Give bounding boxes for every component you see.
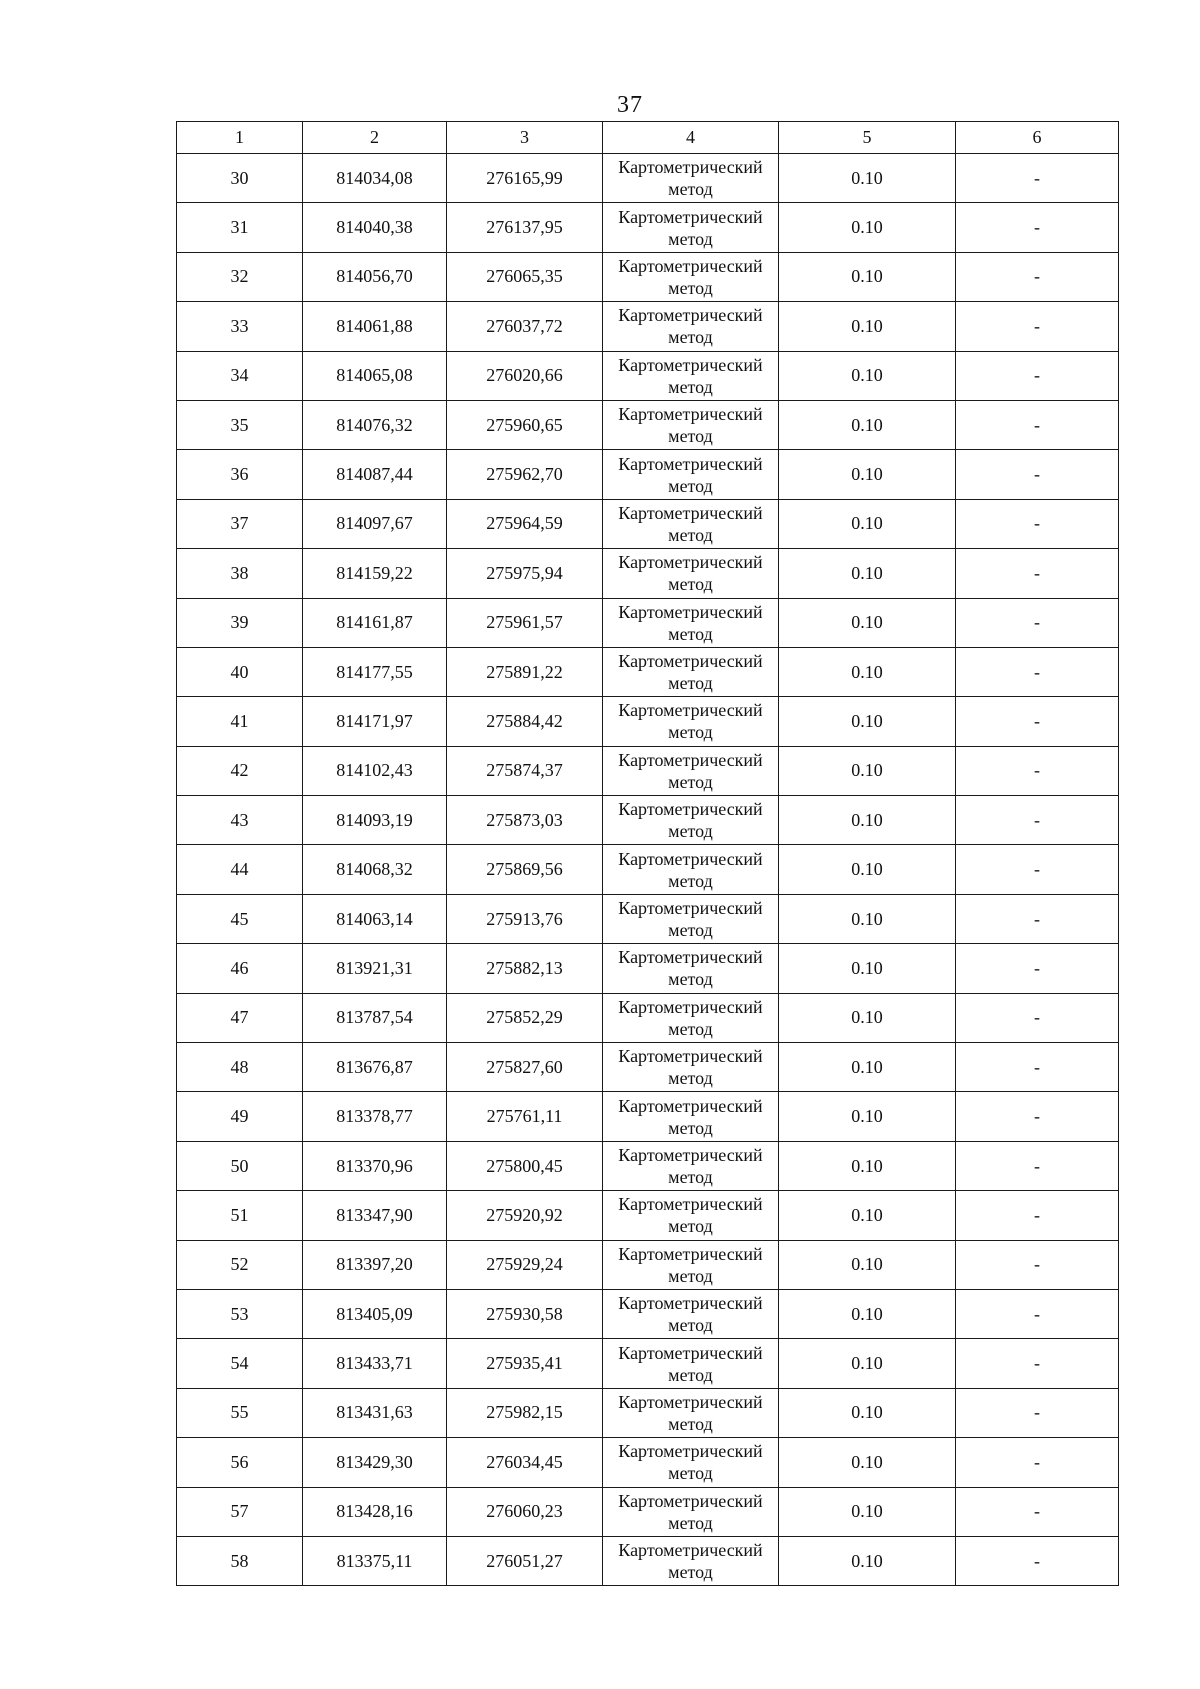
- y-coordinate-cell: 275873,03: [447, 796, 603, 845]
- method-cell: [603, 1536, 779, 1585]
- x-coordinate-cell: 814159,22: [303, 549, 447, 598]
- method-cell: [603, 1438, 779, 1487]
- method-cell: [603, 1191, 779, 1240]
- table-row: [177, 1240, 1119, 1289]
- x-coordinate-cell: 813921,31: [303, 944, 447, 993]
- accuracy-cell: 0.10: [779, 598, 956, 647]
- point-number-cell: 43: [177, 796, 303, 845]
- note-cell: -: [956, 1289, 1119, 1338]
- accuracy-cell: 0.10: [779, 499, 956, 548]
- note-cell: -: [956, 450, 1119, 499]
- accuracy-cell: 0.10: [779, 746, 956, 795]
- method-cell: [603, 499, 779, 548]
- table-row: [177, 894, 1119, 943]
- accuracy-cell: 0.10: [779, 203, 956, 252]
- method-cell: [603, 1339, 779, 1388]
- table-row: [177, 1043, 1119, 1092]
- x-coordinate-cell: 813676,87: [303, 1043, 447, 1092]
- accuracy-cell: 0.10: [779, 1388, 956, 1437]
- method-text-line2: метод: [668, 1117, 713, 1138]
- method-text-line2: метод: [668, 228, 713, 249]
- point-number-cell: 47: [177, 993, 303, 1042]
- x-coordinate-cell: 813370,96: [303, 1141, 447, 1190]
- page-number: 37: [617, 92, 643, 118]
- note-cell: -: [956, 302, 1119, 351]
- note-cell: -: [956, 549, 1119, 598]
- method-text-line1: Картометрический: [618, 354, 763, 375]
- table-row: [177, 697, 1119, 746]
- method-text-line1: Картометрический: [618, 502, 763, 523]
- accuracy-cell: 0.10: [779, 697, 956, 746]
- table-row: [177, 154, 1119, 203]
- method-text-line2: метод: [668, 1167, 713, 1187]
- point-number-cell: 32: [177, 252, 303, 301]
- method-text-line1: Картометрический: [618, 848, 763, 869]
- table-row: [177, 993, 1119, 1042]
- y-coordinate-cell: 275800,45: [447, 1141, 603, 1190]
- x-coordinate-cell: 814063,14: [303, 894, 447, 943]
- y-coordinate-cell: 276037,72: [447, 302, 603, 351]
- method-text-line2: метод: [668, 623, 713, 644]
- accuracy-cell: 0.10: [779, 302, 956, 351]
- x-coordinate-cell: 814068,32: [303, 845, 447, 894]
- method-text-line1: Картометрический: [618, 453, 763, 474]
- y-coordinate-cell: 275929,24: [447, 1240, 603, 1289]
- table-row: [177, 252, 1119, 301]
- method-text-line2: метод: [668, 1216, 713, 1237]
- point-number-cell: 50: [177, 1141, 303, 1190]
- x-coordinate-cell: 814093,19: [303, 796, 447, 845]
- method-text-line1: Картометрический: [618, 651, 763, 672]
- y-coordinate-cell: 276020,66: [447, 351, 603, 400]
- x-coordinate-cell: 814065,08: [303, 351, 447, 400]
- x-coordinate-cell: 813397,20: [303, 1240, 447, 1289]
- method-text-line2: метод: [668, 821, 713, 842]
- point-number-cell: 53: [177, 1289, 303, 1338]
- method-text-line2: метод: [668, 771, 713, 792]
- table-row: [177, 1536, 1119, 1585]
- accuracy-cell: 0.10: [779, 796, 956, 845]
- x-coordinate-cell: 814171,97: [303, 697, 447, 746]
- table-row: [177, 845, 1119, 894]
- point-number-cell: 31: [177, 203, 303, 252]
- note-cell: -: [956, 993, 1119, 1042]
- table-row: [177, 647, 1119, 696]
- table-row: [177, 1388, 1119, 1437]
- method-text-line2: метод: [668, 1413, 713, 1434]
- accuracy-cell: 0.10: [779, 1289, 956, 1338]
- method-text-line1: Картометрический: [618, 552, 763, 573]
- y-coordinate-cell: 275884,42: [447, 697, 603, 746]
- accuracy-cell: 0.10: [779, 1487, 956, 1536]
- table-row: [177, 1092, 1119, 1141]
- y-coordinate-cell: 276165,99: [447, 154, 603, 203]
- table-row: [177, 302, 1119, 351]
- accuracy-cell: 0.10: [779, 351, 956, 400]
- method-cell: [603, 1240, 779, 1289]
- point-number-cell: 54: [177, 1339, 303, 1388]
- accuracy-cell: 0.10: [779, 400, 956, 449]
- method-text-line2: метод: [668, 870, 713, 891]
- method-cell: [603, 549, 779, 598]
- table-row: [177, 746, 1119, 795]
- method-text-line2: метод: [668, 969, 713, 990]
- accuracy-cell: 0.10: [779, 1191, 956, 1240]
- point-number-cell: 52: [177, 1240, 303, 1289]
- point-number-cell: 44: [177, 845, 303, 894]
- y-coordinate-cell: 275975,94: [447, 549, 603, 598]
- method-cell: [603, 697, 779, 746]
- method-text-line2: метод: [668, 920, 713, 941]
- point-number-cell: 39: [177, 598, 303, 647]
- method-text-line1: Картометрический: [618, 601, 763, 622]
- note-cell: -: [956, 894, 1119, 943]
- method-text-line2: метод: [668, 524, 713, 545]
- note-cell: -: [956, 252, 1119, 301]
- accuracy-cell: 0.10: [779, 1536, 956, 1585]
- note-cell: -: [956, 154, 1119, 203]
- x-coordinate-cell: 814040,38: [303, 203, 447, 252]
- method-text-line1: Картометрический: [618, 1243, 763, 1264]
- x-coordinate-cell: 814056,70: [303, 252, 447, 301]
- note-cell: -: [956, 1141, 1119, 1190]
- method-cell: [603, 1043, 779, 1092]
- y-coordinate-cell: 275982,15: [447, 1388, 603, 1437]
- method-text-line1: Картометрический: [618, 1441, 763, 1462]
- y-coordinate-cell: 275961,57: [447, 598, 603, 647]
- note-cell: -: [956, 697, 1119, 746]
- note-cell: -: [956, 1240, 1119, 1289]
- y-coordinate-cell: 276060,23: [447, 1487, 603, 1536]
- table-row: [177, 1438, 1119, 1487]
- method-text-line1: Картометрический: [618, 157, 763, 178]
- accuracy-cell: 0.10: [779, 1438, 956, 1487]
- method-cell: [603, 1141, 779, 1190]
- y-coordinate-cell: 275935,41: [447, 1339, 603, 1388]
- x-coordinate-cell: 813375,11: [303, 1536, 447, 1585]
- column-header: 1: [177, 122, 303, 154]
- method-cell: [603, 647, 779, 696]
- point-number-cell: 48: [177, 1043, 303, 1092]
- table-row: [177, 1289, 1119, 1338]
- method-text-line2: метод: [668, 722, 713, 743]
- table-row: [177, 1141, 1119, 1190]
- method-text-line2: метод: [668, 1512, 713, 1533]
- point-number-cell: 30: [177, 154, 303, 203]
- note-cell: -: [956, 647, 1119, 696]
- accuracy-cell: 0.10: [779, 154, 956, 203]
- method-text-line1: Картометрический: [618, 305, 763, 326]
- method-text-line1: Картометрический: [618, 1046, 763, 1067]
- method-text-line1: Картометрический: [618, 1490, 763, 1511]
- y-coordinate-cell: 275960,65: [447, 400, 603, 449]
- method-text-line2: метод: [668, 179, 713, 200]
- x-coordinate-cell: 813378,77: [303, 1092, 447, 1141]
- method-cell: [603, 351, 779, 400]
- x-coordinate-cell: 814034,08: [303, 154, 447, 203]
- method-text-line2: метод: [668, 475, 713, 496]
- column-header: 5: [779, 122, 956, 154]
- method-cell: [603, 1388, 779, 1437]
- x-coordinate-cell: 813431,63: [303, 1388, 447, 1437]
- accuracy-cell: 0.10: [779, 1240, 956, 1289]
- method-cell: [603, 450, 779, 499]
- method-text-line2: метод: [668, 1463, 713, 1484]
- method-text-line2: метод: [668, 327, 713, 348]
- column-header: 3: [447, 122, 603, 154]
- point-number-cell: 42: [177, 746, 303, 795]
- table-header-row: [177, 122, 1119, 154]
- y-coordinate-cell: 275891,22: [447, 647, 603, 696]
- method-text-line2: метод: [668, 277, 713, 298]
- x-coordinate-cell: 814161,87: [303, 598, 447, 647]
- y-coordinate-cell: 275761,11: [447, 1092, 603, 1141]
- accuracy-cell: 0.10: [779, 993, 956, 1042]
- point-number-cell: 40: [177, 647, 303, 696]
- method-text-line1: Картометрический: [618, 700, 763, 721]
- note-cell: -: [956, 746, 1119, 795]
- x-coordinate-cell: 813787,54: [303, 993, 447, 1042]
- coordinates-table: [176, 121, 1119, 1586]
- method-cell: [603, 894, 779, 943]
- method-text-line2: метод: [668, 426, 713, 447]
- point-number-cell: 45: [177, 894, 303, 943]
- y-coordinate-cell: 275962,70: [447, 450, 603, 499]
- accuracy-cell: 0.10: [779, 450, 956, 499]
- point-number-cell: 56: [177, 1438, 303, 1487]
- method-text-line2: метод: [668, 1265, 713, 1286]
- point-number-cell: 41: [177, 697, 303, 746]
- method-text-line2: метод: [668, 1562, 713, 1583]
- point-number-cell: 58: [177, 1536, 303, 1585]
- accuracy-cell: 0.10: [779, 1339, 956, 1388]
- method-cell: [603, 154, 779, 203]
- table-row: [177, 1191, 1119, 1240]
- accuracy-cell: 0.10: [779, 944, 956, 993]
- point-number-cell: 35: [177, 400, 303, 449]
- method-text-line2: метод: [668, 376, 713, 397]
- method-text-line1: Картометрический: [618, 1095, 763, 1116]
- accuracy-cell: 0.10: [779, 894, 956, 943]
- accuracy-cell: 0.10: [779, 845, 956, 894]
- method-cell: [603, 1487, 779, 1536]
- table-row: [177, 351, 1119, 400]
- table-row: [177, 400, 1119, 449]
- x-coordinate-cell: 813405,09: [303, 1289, 447, 1338]
- table-row: [177, 499, 1119, 548]
- accuracy-cell: 0.10: [779, 549, 956, 598]
- y-coordinate-cell: 275827,60: [447, 1043, 603, 1092]
- note-cell: -: [956, 1536, 1119, 1585]
- method-cell: [603, 1092, 779, 1141]
- y-coordinate-cell: 275930,58: [447, 1289, 603, 1338]
- method-text-line1: Картометрический: [618, 404, 763, 425]
- y-coordinate-cell: 275920,92: [447, 1191, 603, 1240]
- column-header: 6: [956, 122, 1119, 154]
- y-coordinate-cell: 275874,37: [447, 746, 603, 795]
- method-text-line1: Картометрический: [618, 1540, 763, 1561]
- method-cell: [603, 598, 779, 647]
- method-cell: [603, 203, 779, 252]
- note-cell: -: [956, 1487, 1119, 1536]
- y-coordinate-cell: 276137,95: [447, 203, 603, 252]
- method-text-line2: метод: [668, 574, 713, 595]
- note-cell: -: [956, 796, 1119, 845]
- method-cell: [603, 993, 779, 1042]
- x-coordinate-cell: 813433,71: [303, 1339, 447, 1388]
- x-coordinate-cell: 814087,44: [303, 450, 447, 499]
- accuracy-cell: 0.10: [779, 1141, 956, 1190]
- method-text-line1: Картометрический: [618, 1293, 763, 1314]
- table-row: [177, 450, 1119, 499]
- note-cell: -: [956, 1092, 1119, 1141]
- y-coordinate-cell: 275964,59: [447, 499, 603, 548]
- point-number-cell: 57: [177, 1487, 303, 1536]
- point-number-cell: 38: [177, 549, 303, 598]
- method-cell: [603, 845, 779, 894]
- y-coordinate-cell: 276065,35: [447, 252, 603, 301]
- method-text-line1: Картометрический: [618, 799, 763, 820]
- x-coordinate-cell: 814097,67: [303, 499, 447, 548]
- point-number-cell: 33: [177, 302, 303, 351]
- table-row: [177, 203, 1119, 252]
- column-header: 2: [303, 122, 447, 154]
- column-header: 4: [603, 122, 779, 154]
- x-coordinate-cell: 814177,55: [303, 647, 447, 696]
- method-text-line1: Картометрический: [618, 1194, 763, 1215]
- note-cell: -: [956, 203, 1119, 252]
- note-cell: -: [956, 400, 1119, 449]
- table-row: [177, 1487, 1119, 1536]
- method-cell: [603, 944, 779, 993]
- table-row: [177, 944, 1119, 993]
- y-coordinate-cell: 275852,29: [447, 993, 603, 1042]
- method-cell: [603, 796, 779, 845]
- table-row: [177, 796, 1119, 845]
- x-coordinate-cell: 814076,32: [303, 400, 447, 449]
- note-cell: -: [956, 944, 1119, 993]
- note-cell: -: [956, 499, 1119, 548]
- point-number-cell: 34: [177, 351, 303, 400]
- y-coordinate-cell: 275913,76: [447, 894, 603, 943]
- table-row: [177, 549, 1119, 598]
- method-text-line1: Картометрический: [618, 947, 763, 968]
- y-coordinate-cell: 276051,27: [447, 1536, 603, 1585]
- x-coordinate-cell: 813428,16: [303, 1487, 447, 1536]
- x-coordinate-cell: 814061,88: [303, 302, 447, 351]
- method-text-line2: метод: [668, 1018, 713, 1039]
- point-number-cell: 55: [177, 1388, 303, 1437]
- y-coordinate-cell: 276034,45: [447, 1438, 603, 1487]
- y-coordinate-cell: 275869,56: [447, 845, 603, 894]
- note-cell: -: [956, 1438, 1119, 1487]
- method-text-line2: метод: [668, 1315, 713, 1336]
- x-coordinate-cell: 813347,90: [303, 1191, 447, 1240]
- note-cell: -: [956, 1388, 1119, 1437]
- method-cell: [603, 400, 779, 449]
- table-row: [177, 598, 1119, 647]
- y-coordinate-cell: 275882,13: [447, 944, 603, 993]
- method-text-line2: метод: [668, 673, 713, 694]
- table-row: [177, 1339, 1119, 1388]
- method-cell: [603, 252, 779, 301]
- point-number-cell: 37: [177, 499, 303, 548]
- accuracy-cell: 0.10: [779, 252, 956, 301]
- method-cell: [603, 302, 779, 351]
- method-text-line2: метод: [668, 1068, 713, 1089]
- accuracy-cell: 0.10: [779, 647, 956, 696]
- accuracy-cell: 0.10: [779, 1092, 956, 1141]
- note-cell: -: [956, 845, 1119, 894]
- note-cell: -: [956, 598, 1119, 647]
- accuracy-cell: 0.10: [779, 1043, 956, 1092]
- x-coordinate-cell: 814102,43: [303, 746, 447, 795]
- note-cell: -: [956, 1043, 1119, 1092]
- method-text-line1: Картометрический: [618, 749, 763, 770]
- note-cell: -: [956, 1191, 1119, 1240]
- point-number-cell: 51: [177, 1191, 303, 1240]
- method-text-line2: метод: [668, 1364, 713, 1385]
- method-text-line1: Картометрический: [618, 1342, 763, 1363]
- point-number-cell: 46: [177, 944, 303, 993]
- method-text-line1: Картометрический: [618, 898, 763, 919]
- point-number-cell: 36: [177, 450, 303, 499]
- method-text-line1: Картометрический: [618, 996, 763, 1017]
- method-text-line1: Картометрический: [618, 206, 763, 227]
- method-cell: [603, 1289, 779, 1338]
- method-text-line1: Картометрический: [618, 1145, 763, 1165]
- method-cell: [603, 746, 779, 795]
- method-text-line1: Картометрический: [618, 255, 763, 276]
- point-number-cell: 49: [177, 1092, 303, 1141]
- note-cell: -: [956, 351, 1119, 400]
- method-text-line1: Картометрический: [618, 1391, 763, 1412]
- x-coordinate-cell: 813429,30: [303, 1438, 447, 1487]
- note-cell: -: [956, 1339, 1119, 1388]
